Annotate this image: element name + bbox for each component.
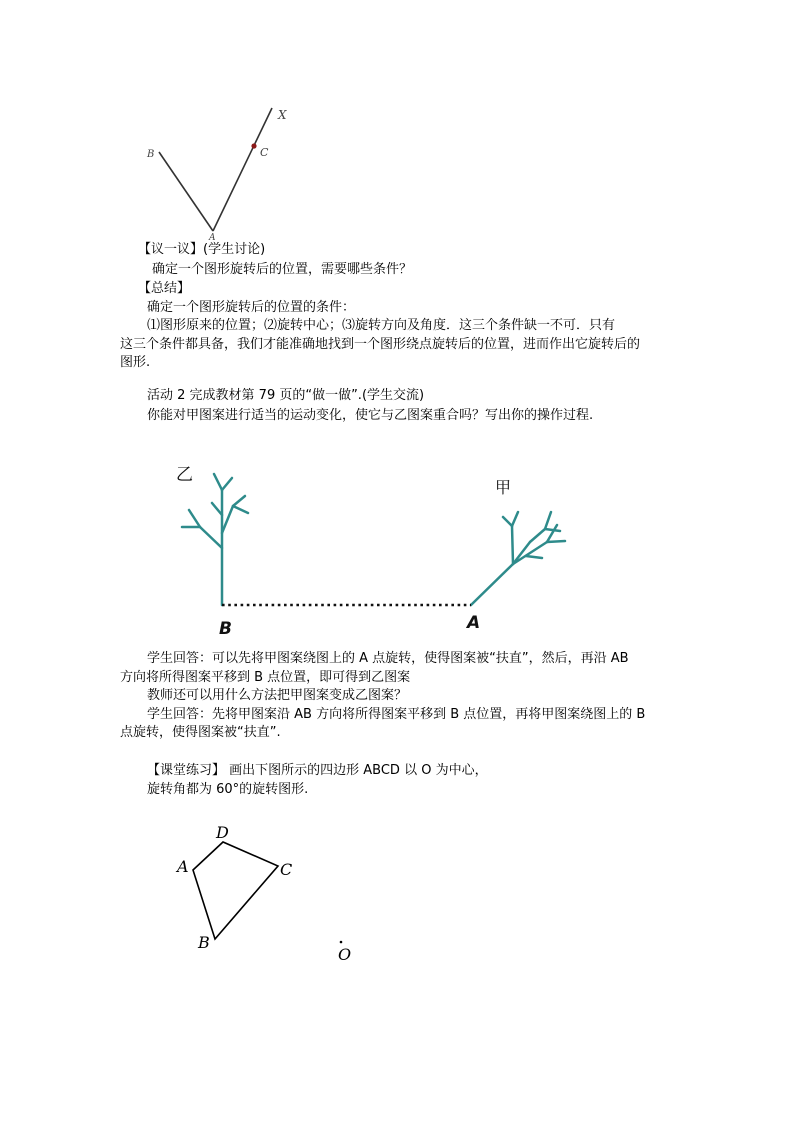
- label-yi: 乙: [176, 465, 193, 485]
- exercise-line-1: 【课堂练习】 画出下图所示的四边形 ABCD 以 O 为中心，: [147, 763, 488, 778]
- activity-2-question: 你能对甲图案进行适当的运动变化，使它与乙图案重合吗？写出你的操作过程.: [147, 408, 594, 423]
- teacher-question: 教师还可以用什么方法把甲图案变成乙图案？: [147, 688, 408, 703]
- answer-1-line-1: 学生回答：可以先将甲图案绕图上的 A 点旋转，使得图案被“扶直”，然后，再沿 AB: [147, 651, 629, 666]
- label-b: B: [198, 933, 210, 952]
- point-o: [340, 941, 343, 944]
- answer-2-line-1: 学生回答：先将甲图案沿 AB 方向将所得图案平移到 B 点位置，再将甲图案绕图上的 B: [147, 707, 646, 722]
- label-a: A: [177, 857, 189, 876]
- label-o: O: [338, 945, 352, 964]
- label-c: C: [280, 860, 293, 879]
- discussion-title: 【议一议】(学生讨论): [138, 242, 266, 257]
- label-jia: 甲: [495, 478, 512, 497]
- label-b: B: [219, 619, 232, 639]
- label-b: B: [147, 149, 155, 160]
- discussion-question: 确定一个图形旋转后的位置，需要哪些条件？: [152, 262, 413, 277]
- label-a: A: [467, 613, 481, 633]
- answer-2-line-2: 点旋转，使得图案被“扶直”.: [120, 725, 281, 740]
- activity-2-title: 活动 2 完成教材第 79 页的“做一做”.(学生交流): [147, 388, 425, 403]
- summary-line-1: 确定一个图形旋转后的位置的条件：: [147, 300, 356, 315]
- summary-title: 【总结】: [138, 281, 191, 296]
- label-x: X: [278, 108, 287, 122]
- label-a: A: [209, 233, 216, 240]
- summary-line-3: 这三个条件都具备，我们才能准确地找到一个图形绕点旋转后的位置，进而作出它旋转后的: [120, 337, 641, 352]
- label-c: C: [260, 146, 269, 159]
- answer-1-line-2: 方向将所得图案平移到 B 点位置，即可得到乙图案: [120, 670, 411, 685]
- exercise-line-2: 旋转角都为 60°的旋转图形.: [147, 782, 309, 797]
- summary-line-2: ⑴图形原来的位置；⑵旋转中心；⑶旋转方向及角度．这三个条件缺一不可．只有: [147, 318, 616, 333]
- quadrilateral-abcd: [193, 842, 278, 939]
- summary-line-4: 图形.: [120, 355, 151, 370]
- label-d: D: [216, 823, 229, 842]
